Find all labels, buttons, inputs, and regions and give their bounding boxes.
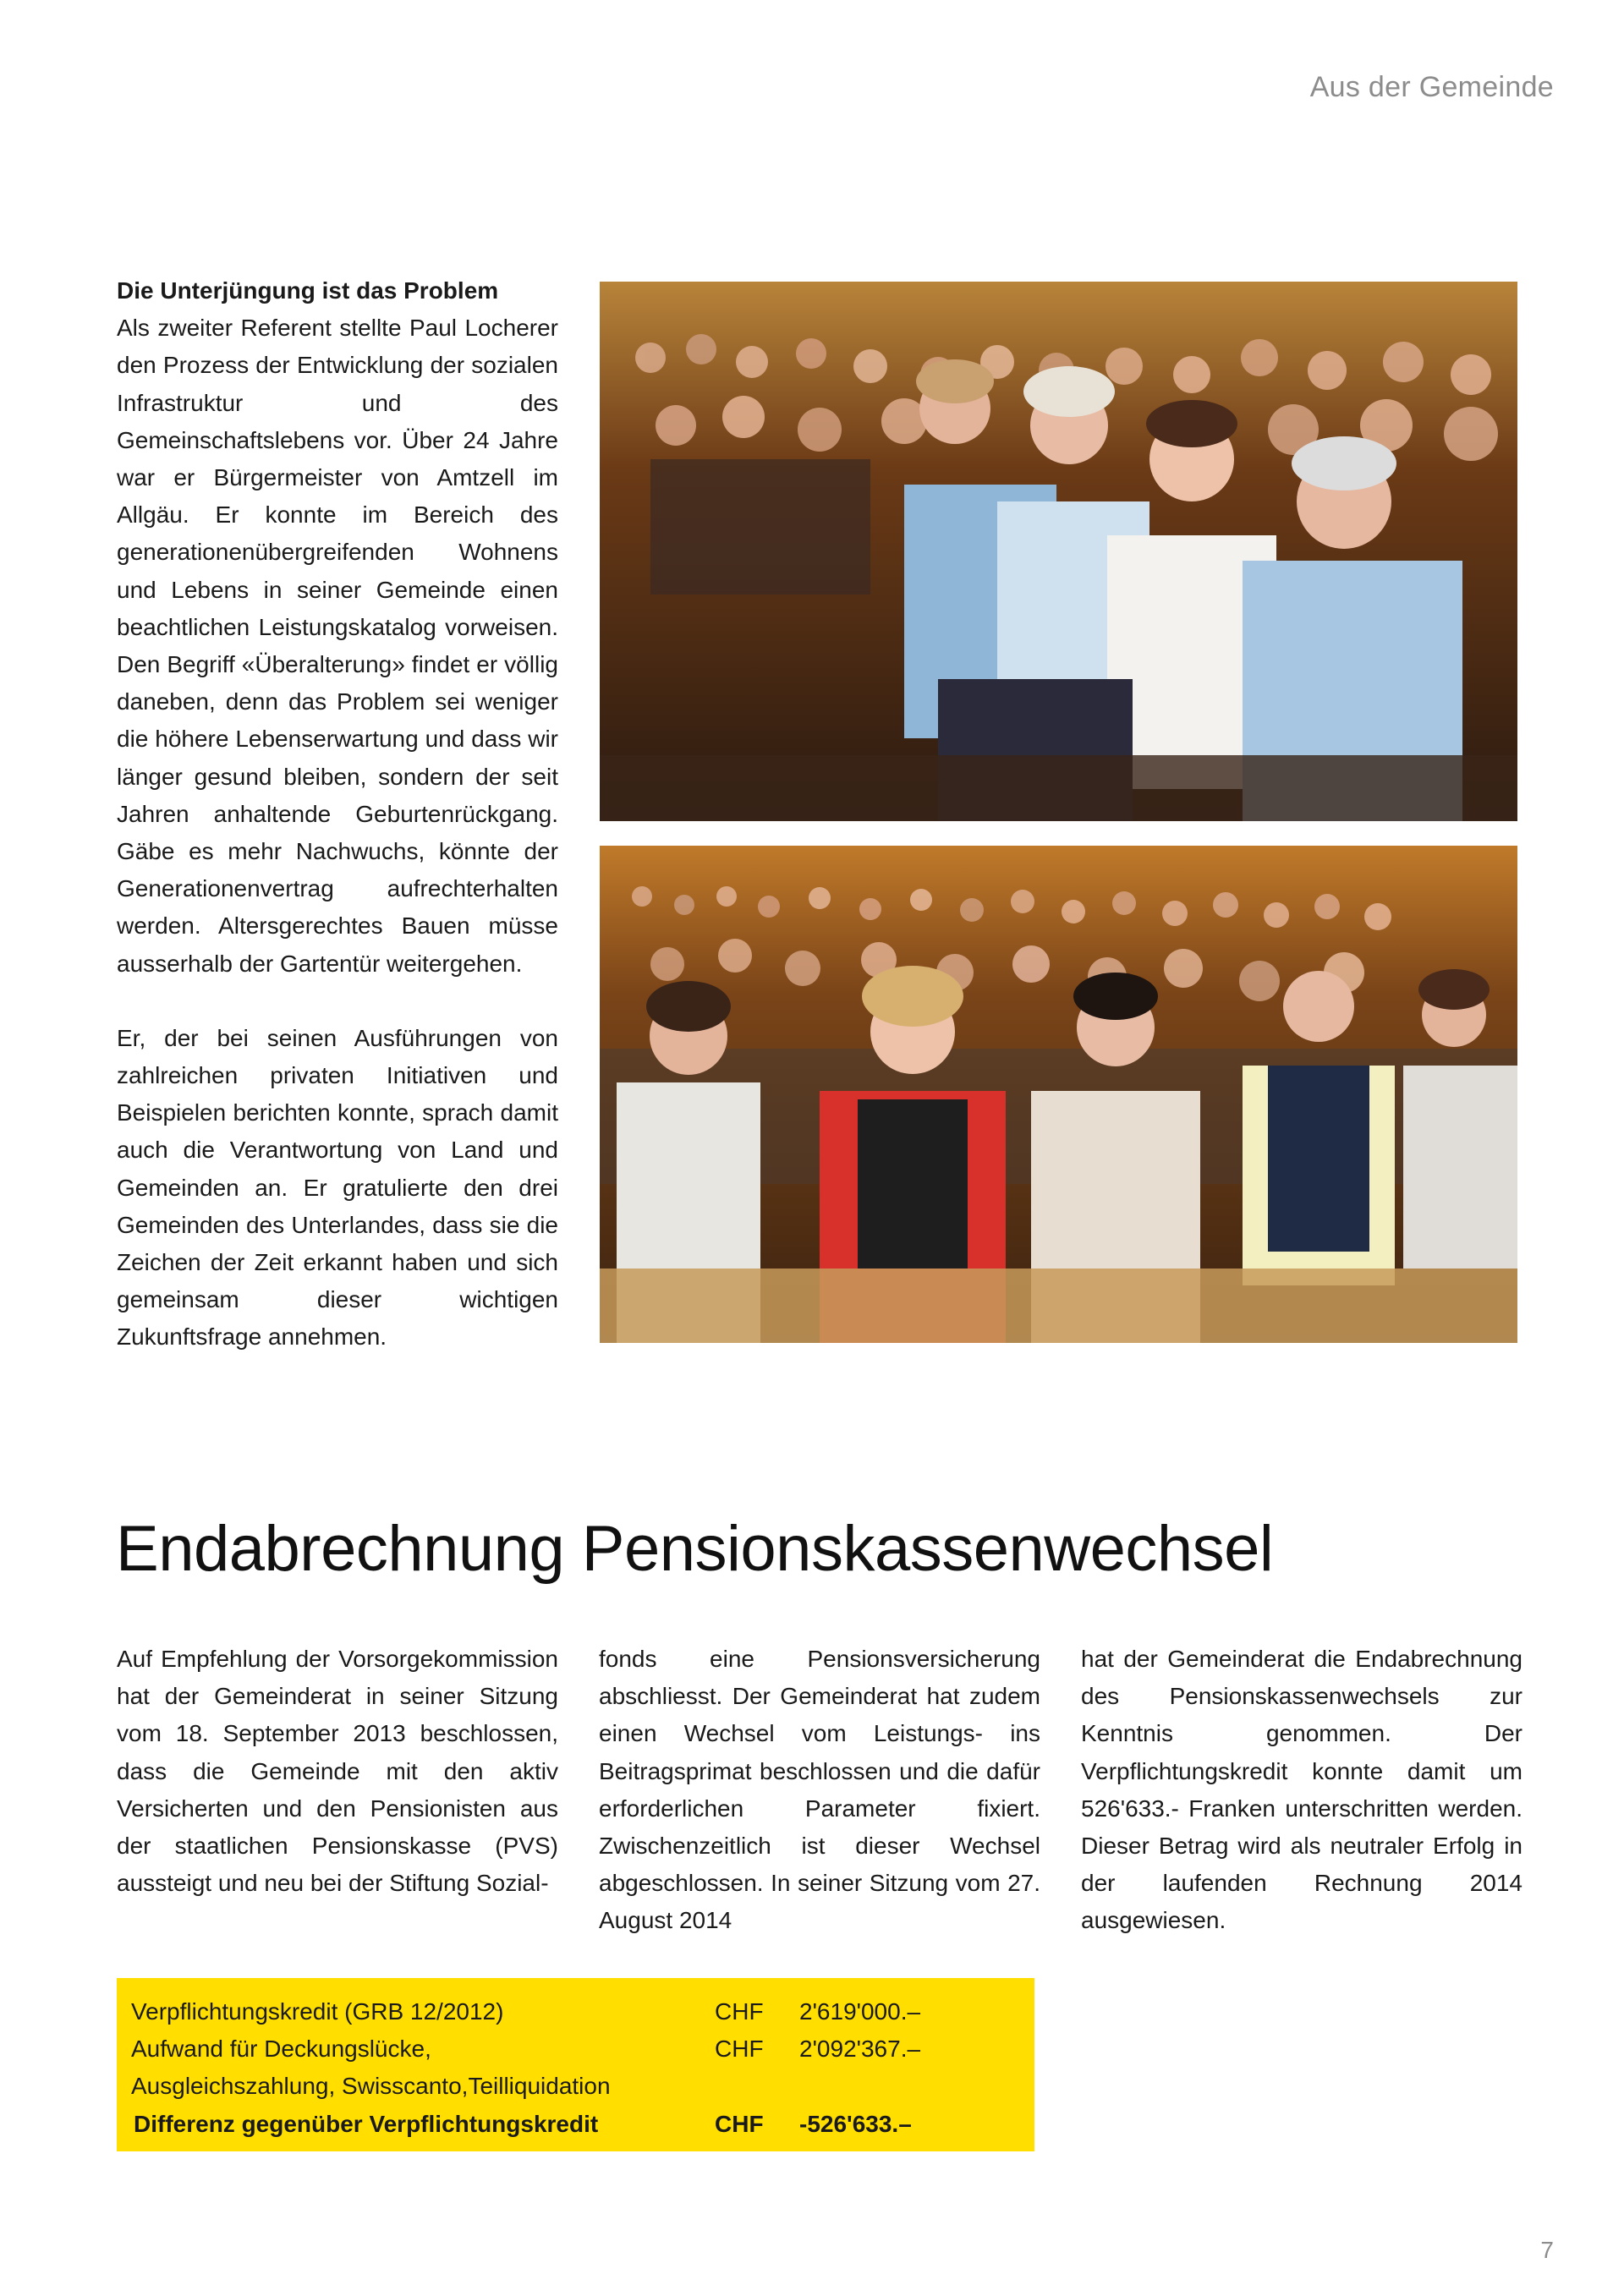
intro-column <box>117 272 558 1356</box>
article-column-3: hat der Gemeinderat die Endabrechnung des Pensionskassenwechsels zur Kenntnis genommen. Der Verpflichtungskredit konnte damit um 526'633.- Franken unterschritten werden. Dieser Betrag wird als neutraler Erfolg in der laufenden Rechnung 2014 ausgewiesen. <box>1081 1646 1522 1934</box>
audience-photo-top <box>600 282 1517 821</box>
summary-total-amount: -526'633.– <box>799 2110 912 2137</box>
summary-currency: CHF <box>715 1998 764 2025</box>
summary-total-row <box>131 2106 1020 2143</box>
summary-total-currency: CHF <box>715 2110 764 2137</box>
audience-photo-top-image <box>600 282 1517 821</box>
intro-paragraph-2: Er, der bei seinen Ausführungen von zahlreichen privaten Initiativen und Beispielen berichten konnte, sprach damit auch die Verantwortung von Land und Gemeinden an. Er gratulierte den drei Gemeinden des Unterlandes, dass sie die Zeichen der Zeit erkannt haben und sich gemeinsam dieser wichtigen Zukunftsfrage annehmen. <box>117 1024 558 1351</box>
summary-currency: CHF <box>715 2036 764 2063</box>
summary-label: Ausgleichszahlung, Swisscanto,Teilliquidation <box>131 2073 611 2100</box>
summary-row <box>131 1993 1020 2030</box>
section-label: Aus der Gemeinde <box>1309 71 1554 103</box>
audience-photo-bottom-image <box>600 846 1517 1343</box>
audience-photo-bottom <box>600 846 1517 1343</box>
intro-paragraph-1: Als zweiter Referent stellte Paul Locherer den Prozess der Entwicklung der sozialen Infrastruktur und des Gemeinschaftslebens vor. Über 24 Jahre war er Bürgermeister von Amtzell im Allgäu. Er konnte im Bereich des generationenübergreifenden Wohnens und Lebens in seiner Gemeinde einen beachtlichen Leistungskatalog vorweisen. Den Begriff «Überalterung» findet er völlig daneben, denn das Problem sei weniger die höhere Lebenserwartung und dass wir länger gesund bleiben, sondern der seit Jahren anhaltende Geburtenrückgang. Gäbe es mehr Nachwuchs, könnte der Generationenvertrag aufrechterhalten werden. Altersgerechtes Bauen müsse ausserhalb der Gartentür weitergehen. <box>117 315 558 977</box>
summary-amount: 2'619'000.– <box>799 1998 921 2025</box>
summary-row <box>131 2068 1020 2105</box>
intro-heading: Die Unterjüngung ist das Problem <box>117 277 499 304</box>
page-number: 7 <box>1540 2237 1554 2263</box>
summary-total-label: Differenz gegenüber Verpflichtungskredit <box>134 2110 599 2137</box>
summary-box <box>117 1978 1034 2151</box>
article-column-2: fonds eine Pensionsversicherung abschliesst. Der Gemeinderat hat zudem einen Wechsel vom Leistungs- ins Beitragsprimat beschlossen und die dafür erforderlichen Parameter fixiert. Zwischenzeitlich ist dieser Wechsel abgeschlossen. In seiner Sitzung vom 27. August 2014 <box>599 1646 1040 1934</box>
summary-row <box>131 2030 1020 2068</box>
article-column-1: Auf Empfehlung der Vorsorgekommission hat der Gemeinderat in seiner Sitzung vom 18. September 2013 beschlossen, dass die Gemeinde mit den aktiv Versicherten und den Pensionisten aus der staatlichen Pensionskasse (PVS) aussteigt und neu bei der Stiftung Sozial- <box>117 1646 558 1897</box>
summary-label: Aufwand für Deckungslücke, <box>131 2036 431 2063</box>
article-title: Endabrechnung Pensionskassenwechsel <box>116 1513 1274 1585</box>
summary-amount: 2'092'367.– <box>799 2036 921 2063</box>
summary-label: Verpflichtungskredit (GRB 12/2012) <box>131 1998 504 2025</box>
